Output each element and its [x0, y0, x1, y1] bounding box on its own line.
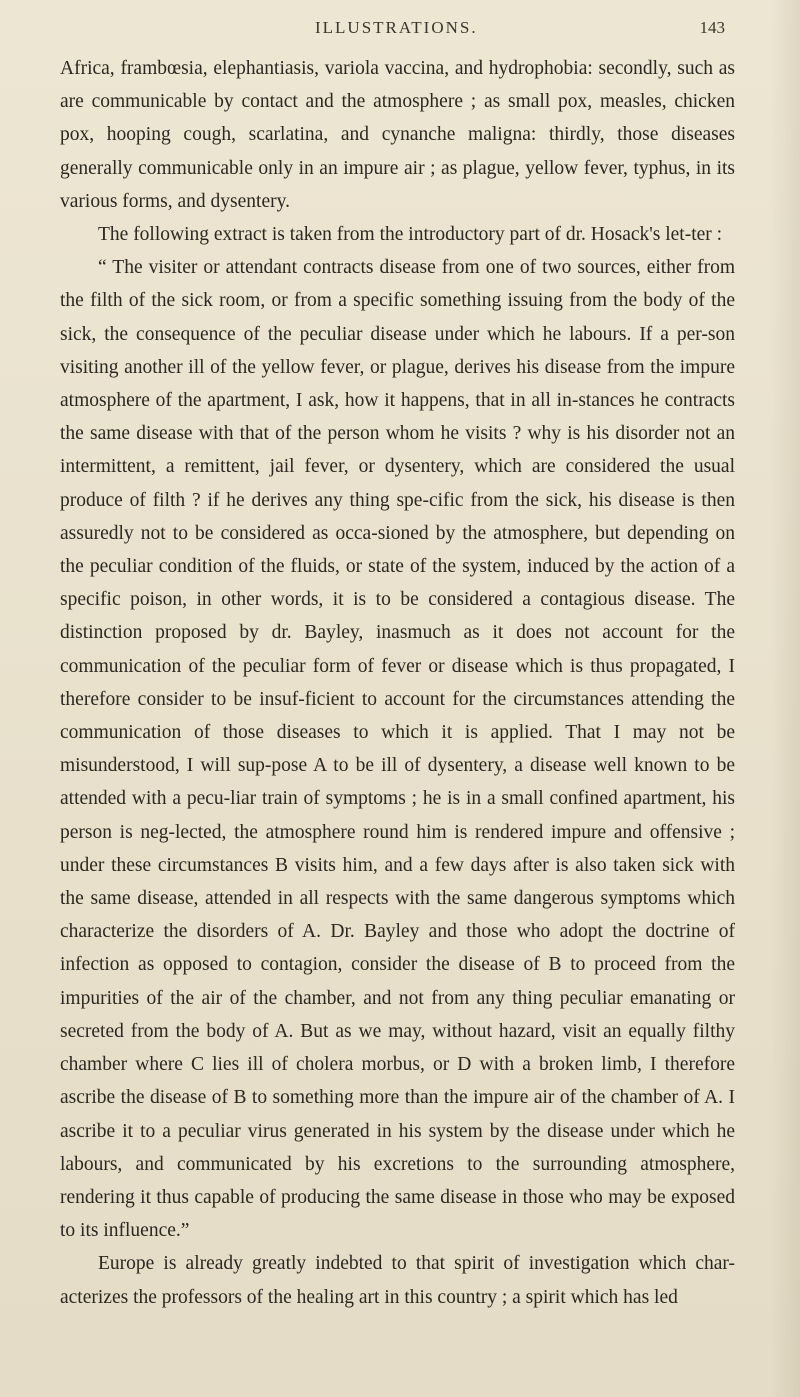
body-text — [60, 52, 735, 1314]
page-edge-shadow — [770, 0, 800, 1397]
running-title: ILLUSTRATIONS. — [315, 18, 478, 37]
paragraph-europe: Europe is already greatly indebted to that spirit of investigation which char-acterizes the professors of the healing art in this country ; a spirit which has led — [60, 1253, 735, 1308]
running-head — [60, 18, 745, 46]
paragraph-hosack-quote: “ The visiter or attendant contracts disease from one of two sources, either from the filth of the sick room, or from a specific something issuing from the body of the sick, the consequence of the peculiar disease under which he labours. If a per-son visiting another ill of the yellow fever, or plague, derives his disease from the impure atmosphere of the apartment, I ask, how it happens, that in all in-stances he contracts the same disease with that of the person whom he visits ? why is his disorder not an intermittent, a remittent, jail fever, or dysentery, which are considered the usual produce of filth ? if he derives any thing spe-cific from the sick, his disease is then assuredly not to be considered as occa-sioned by the atmosphere, but depending on the peculiar condition of the fluids, or state of the system, induced by the action of a specific poison, in other words, it is to be considered a contagious disease. The distinction proposed by dr. Bayley, inasmuch as it does not account for the communication of the peculiar form of fever or disease which is thus propagated, I therefore consider to be insuf-ficient to account for the circumstances attending the communication of those diseases to which it is applied. That I may not be misunderstood, I will sup-pose A to be ill of dysentery, a disease well known to be attended with a pecu-liar train of symptoms ; he is in a small confined apartment, his person is neg-lected, the atmosphere round him is rendered impure and offensive ; under these circumstances B visits him, and a few days after is also taken sick with the same disease, attended in all respects with the same dangerous symptoms which characterize the disorders of A. Dr. Bayley and those who adopt the doctrine of infection as opposed to contagion, consider the disease of B to proceed from the impurities of the air of the chamber, and not from any thing peculiar emanating or secreted from the body of A. But as we may, without hazard, visit an equally filthy chamber where C lies ill of cholera morbus, or D with a broken limb, I therefore ascribe the disease of B to something more than the impure air of the chamber of A. I ascribe it to a peculiar virus generated in his system by the disease under which he labours, and communicated by his excretions to the surrounding atmosphere, rendering it thus capable of producing the same disease in those who may be exposed to its influence.” — [60, 257, 735, 1242]
paragraph-disease-classes: Africa, frambœsia, elephantiasis, variola vaccina, and hydrophobia: secondly, such as are communicable by contact and the atmosphere ; as small pox, measles, chicken pox, hooping cough, scarlatina, and cynanche maligna: thirdly, those diseases generally communicable only in an impure air ; as plague, yellow fever, typhus, in its various forms, and dysentery. — [60, 58, 735, 212]
page-number: 143 — [699, 18, 725, 37]
paragraph-extract-intro: The following extract is taken from the introductory part of dr. Hosack's let-ter : — [98, 224, 723, 246]
